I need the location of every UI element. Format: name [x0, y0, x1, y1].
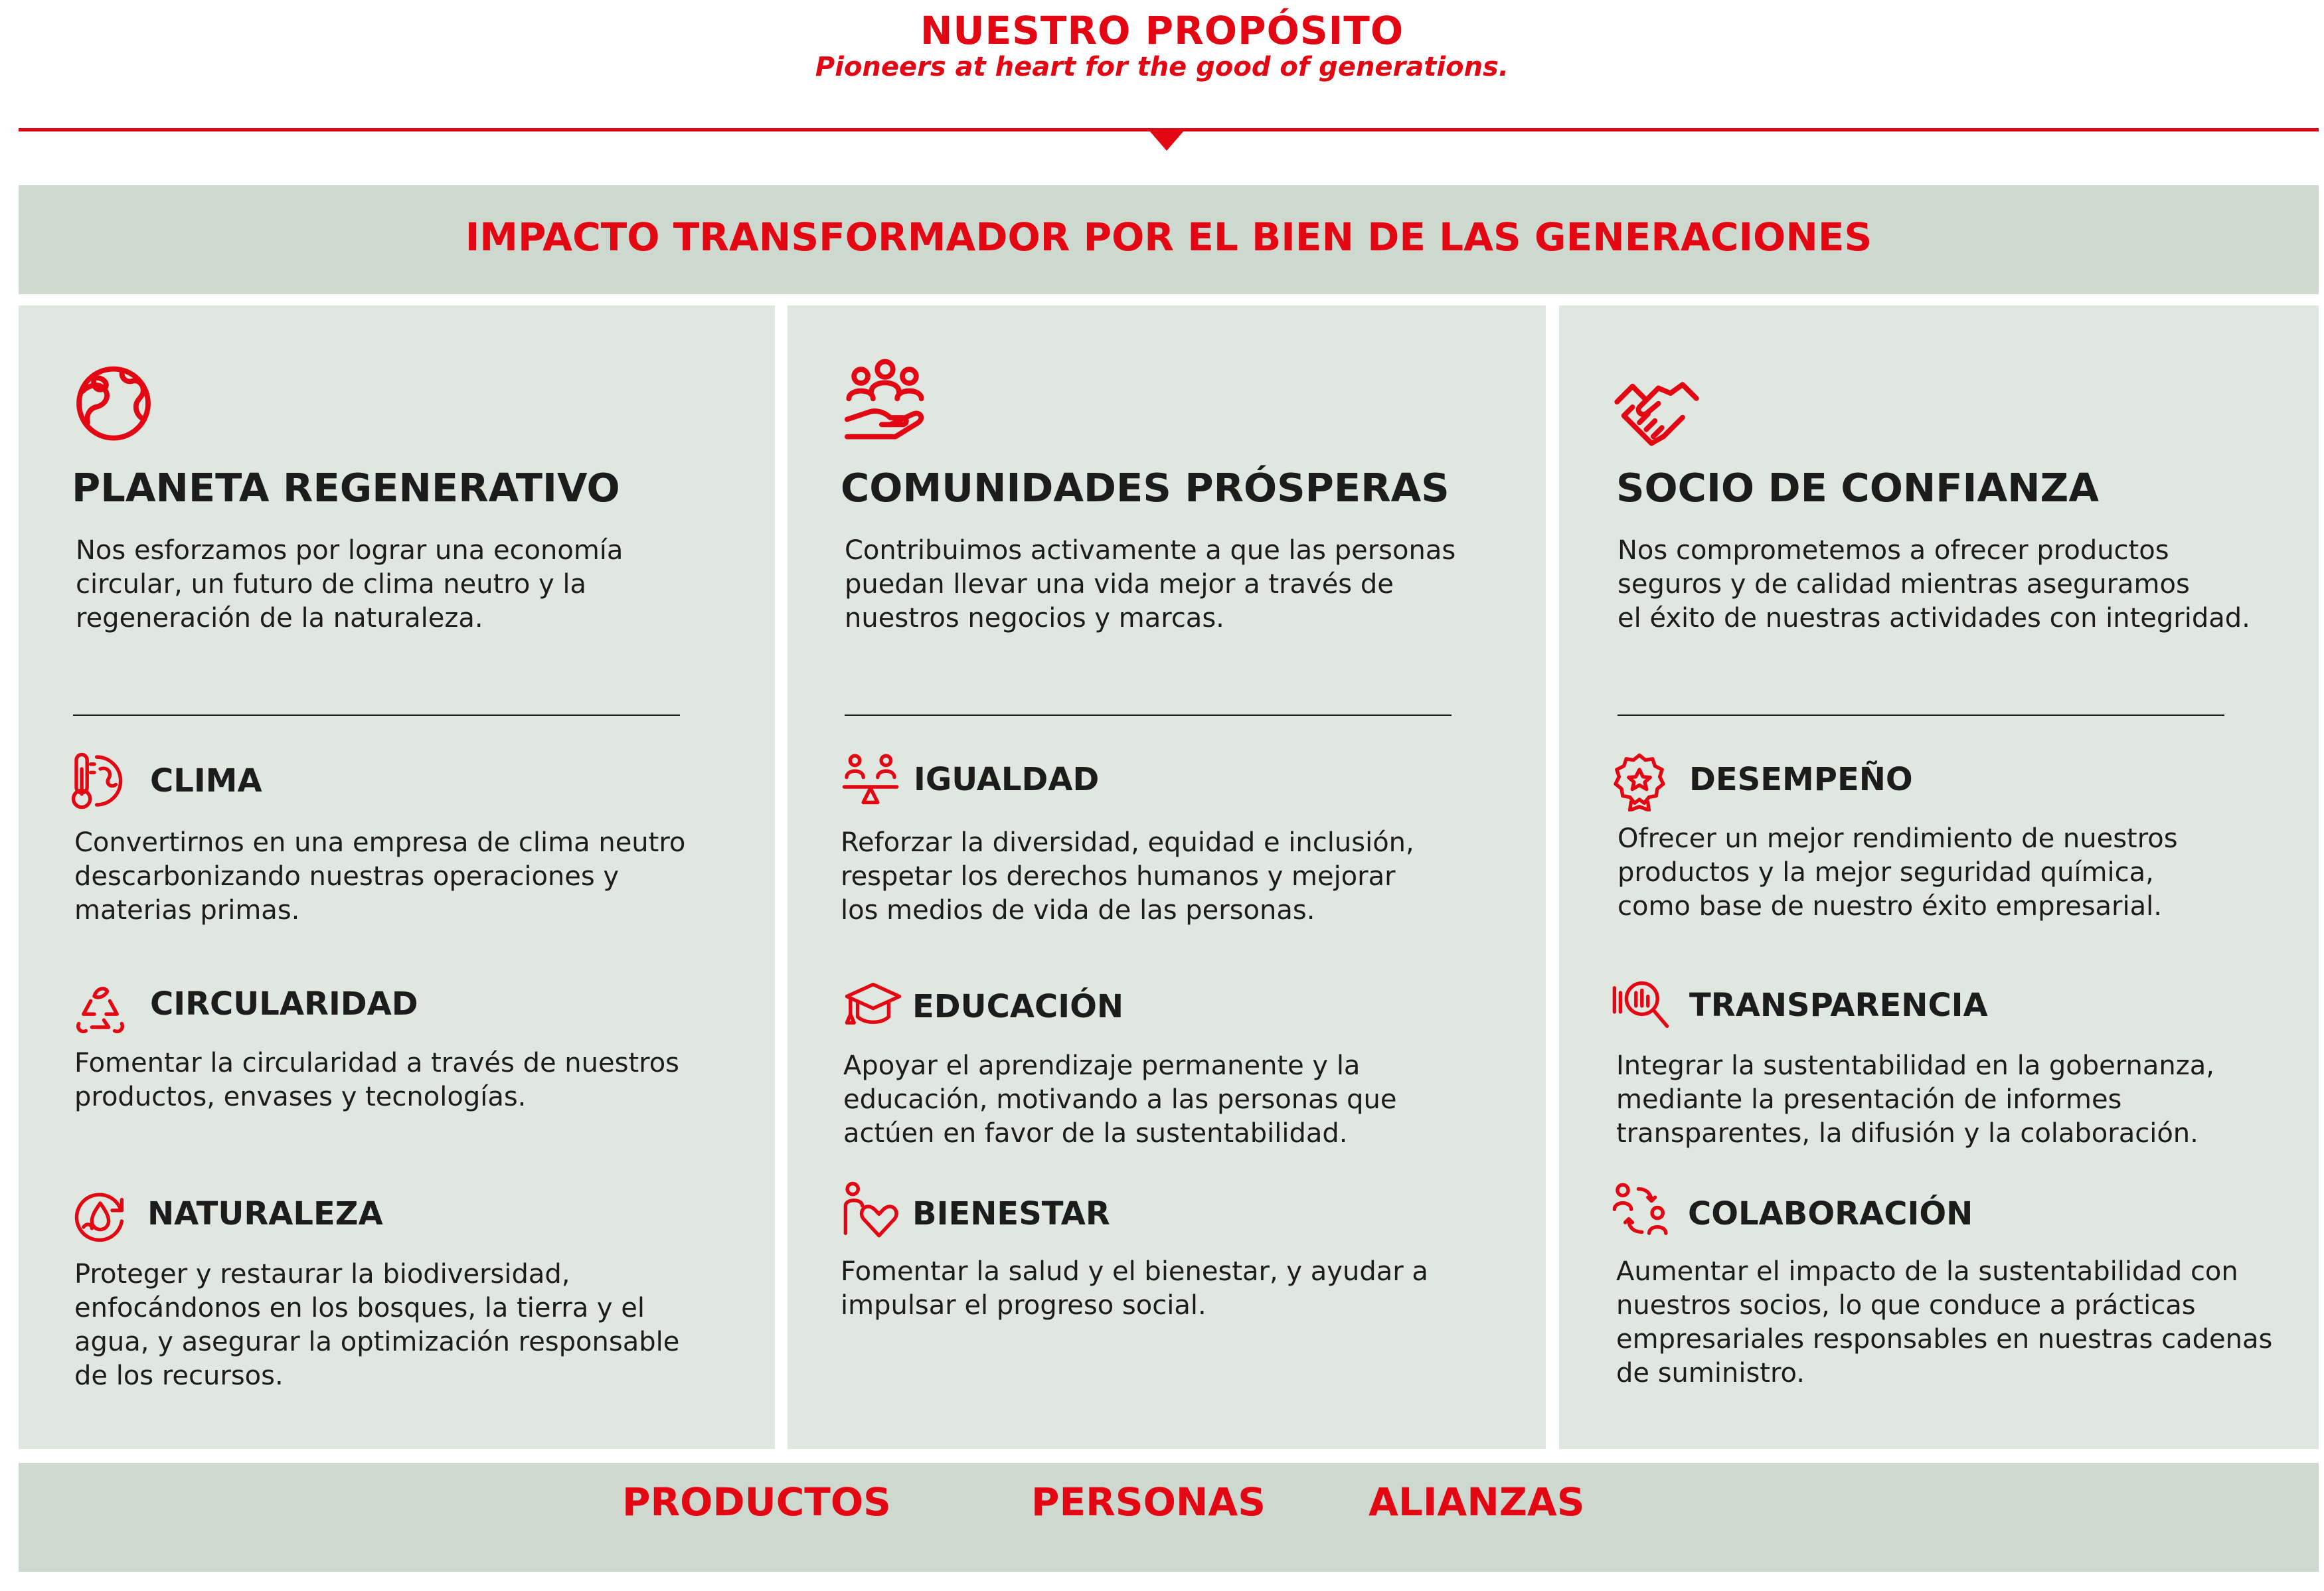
graduation-cap-icon [843, 976, 903, 1036]
globe-leaf-icon [70, 359, 157, 445]
banner-title: IMPACTO TRANSFORMADOR POR EL BIEN DE LAS GENERACIONES [465, 214, 1872, 260]
item-title: DESEMPEÑO [1689, 761, 1913, 798]
magnifier-chart-icon [1611, 975, 1671, 1035]
item-title: EDUCACIÓN [912, 988, 1124, 1025]
pillar-description: Nos comprometemos a ofrecer productos seguros y de calidad mientras aseguramos el éxito de nuestras actividades con integridad. [1618, 535, 2250, 633]
pillar-title: COMUNIDADES PRÓSPERAS [841, 465, 1450, 511]
thermometer-globe-icon [70, 751, 130, 811]
item-description: Proteger y restaurar la biodiversidad, enfocándonos en los bosques, la tierra y el agua, y asegurar la optimización responsable de los recursos. [74, 1259, 680, 1391]
page-title: NUESTRO PROPÓSITO [920, 8, 1404, 53]
down-arrow-icon [1149, 131, 1184, 151]
item-title: TRANSPARENCIA [1689, 987, 1988, 1024]
people-exchange-icon [1611, 1181, 1671, 1240]
pillar-divider [1618, 714, 2224, 716]
pillar-description: Nos esforzamos por lograr una economía circular, un futuro de clima neutro y la regeneración de la naturaleza. [76, 535, 623, 633]
person-heart-icon [842, 1181, 902, 1240]
item-title: CLIMA [150, 762, 262, 799]
recycle-leaf-icon [70, 979, 130, 1039]
item-title: BIENESTAR [912, 1195, 1110, 1232]
pillar-divider [73, 714, 680, 716]
nature-drop-icon [70, 1185, 130, 1245]
community-hand-icon [842, 357, 928, 444]
item-description: Integrar la sustentabilidad en la gobernanza, mediante la presentación de informes transparentes, la difusión y la colaboración. [1616, 1050, 2214, 1149]
footer-products: PRODUCTOS [622, 1479, 891, 1525]
footer-people: PERSONAS [1031, 1479, 1266, 1525]
item-description: Apoyar el aprendizaje permanente y la educación, motivando a las personas que actúen en favor de la sustentabilidad. [843, 1050, 1397, 1149]
page-subtitle: Pioneers at heart for the good of generations. [815, 52, 1509, 82]
balance-people-icon [841, 751, 900, 811]
item-description: Convertirnos en una empresa de clima neutro descarbonizando nuestras operaciones y materias primas. [74, 827, 686, 926]
handshake-icon [1614, 364, 1700, 450]
item-description: Ofrecer un mejor rendimiento de nuestros productos y la mejor seguridad química, como base de nuestro éxito empresarial. [1618, 823, 2178, 922]
pillar-divider [845, 714, 1452, 716]
award-badge-icon [1610, 752, 1669, 811]
impact-banner [19, 185, 2319, 294]
item-description: Reforzar la diversidad, equidad e inclusión, respetar los derechos humanos y mejorar los medios de vida de las personas. [841, 827, 1414, 926]
item-title: IGUALDAD [914, 761, 1100, 798]
pillar-description: Contribuimos activamente a que las personas puedan llevar una vida mejor a través de nuestros negocios y marcas. [845, 535, 1456, 633]
footer-alliances: ALIANZAS [1369, 1479, 1585, 1525]
pillar-title: PLANETA REGENERATIVO [72, 465, 620, 511]
item-description: Fomentar la circularidad a través de nuestros productos, envases y tecnologías. [74, 1048, 680, 1112]
item-description: Aumentar el impacto de la sustentabilidad con nuestros socios, lo que conduce a prácticas empresariales responsables en nuestras cadenas de suministro. [1616, 1256, 2273, 1388]
item-title: COLABORACIÓN [1688, 1195, 1973, 1232]
item-title: CIRCULARIDAD [150, 985, 418, 1023]
item-description: Fomentar la salud y el bienestar, y ayudar a impulsar el progreso social. [841, 1256, 1428, 1321]
pillar-title: SOCIO DE CONFIANZA [1616, 465, 2099, 511]
item-title: NATURALEZA [147, 1195, 383, 1232]
